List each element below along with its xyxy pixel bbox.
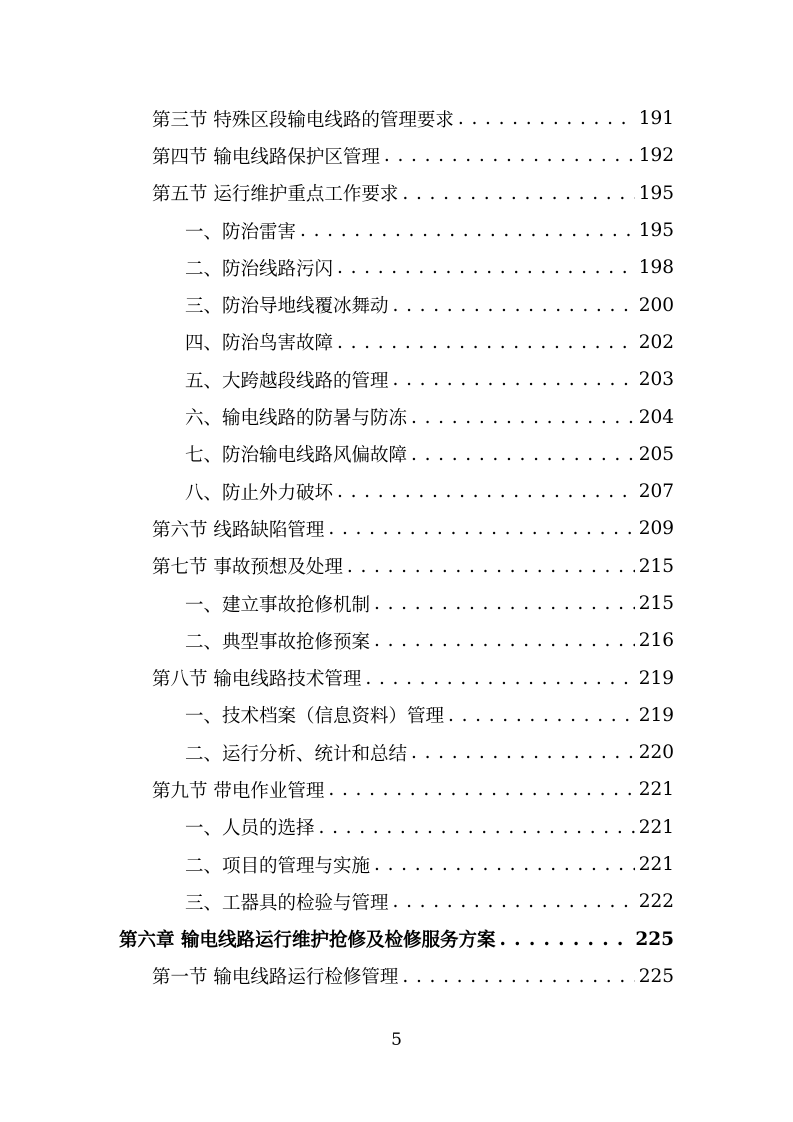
toc-entry-page: 215 (638, 555, 674, 577)
toc-entry[interactable] (0, 846, 793, 883)
toc-entry-label: 六、输电线路的防暑与防冻 (185, 408, 408, 430)
dot-leader (374, 854, 635, 875)
dot-leader (365, 668, 634, 689)
toc-entry-page: 204 (638, 406, 674, 428)
toc-entry[interactable] (0, 622, 793, 659)
toc-entry-page: 209 (638, 518, 674, 540)
toc-entry[interactable] (0, 585, 793, 622)
toc-entry-label: 第九节 带电作业管理 (152, 780, 325, 802)
dot-leader (374, 593, 635, 614)
toc-entry-page: 200 (638, 294, 674, 316)
toc-entry[interactable] (0, 734, 793, 771)
dot-leader (411, 407, 635, 428)
dot-leader (347, 556, 635, 577)
toc-entry-label: 一、建立事故抢修机制 (185, 594, 371, 616)
toc-entry-page: 192 (638, 145, 674, 167)
toc-entry[interactable] (0, 100, 793, 137)
toc-entry[interactable] (0, 286, 793, 323)
toc-entry-label: 第五节 运行维护重点工作要求 (152, 184, 399, 206)
toc-entry[interactable] (0, 175, 793, 212)
toc-entry[interactable] (0, 809, 793, 846)
toc-entry-page: 191 (638, 108, 674, 130)
toc-entry[interactable] (0, 137, 793, 174)
toc-entry-page: 203 (638, 369, 674, 391)
toc-entry-label: 四、防治鸟害故障 (185, 333, 334, 355)
dot-leader (499, 929, 631, 950)
toc-entry-label: 第六章 输电线路运行维护抢修及检修服务方案 (119, 930, 496, 952)
toc-entry-page: 215 (638, 593, 674, 614)
toc-entry[interactable] (0, 212, 793, 249)
toc-entry-page: 222 (638, 891, 674, 913)
toc-entry-label: 二、典型事故抢修预案 (185, 631, 371, 653)
toc-entry-page: 195 (638, 182, 674, 204)
toc-entry-label: 三、防治导地线覆冰舞动 (185, 296, 389, 318)
toc-entry-label: 八、防止外力破坏 (185, 482, 334, 504)
page-number: 5 (391, 1030, 402, 1050)
toc-entry-page: 220 (638, 742, 674, 764)
dot-leader (319, 817, 635, 838)
toc-entry-page: 225 (638, 965, 674, 987)
dot-leader (337, 257, 635, 278)
toc-entry-label: 第三节 特殊区段输电线路的管理要求 (152, 109, 454, 131)
toc-entry[interactable] (0, 324, 793, 361)
toc-entry-page: 195 (638, 220, 674, 242)
toc-entry[interactable] (0, 771, 793, 808)
toc-entry-page: 221 (638, 816, 674, 838)
dot-leader (328, 518, 634, 539)
toc-entry[interactable] (0, 659, 793, 696)
toc-entry-page: 221 (638, 854, 674, 876)
dot-leader (337, 481, 635, 502)
toc-entry-label: 二、防治线路污闪 (185, 258, 334, 280)
toc-entry-label: 第四节 输电线路保护区管理 (152, 146, 380, 168)
dot-leader (337, 332, 635, 353)
toc-entry-label: 一、技术档案（信息资料）管理 (185, 706, 445, 728)
toc-entry-label: 三、工器具的检验与管理 (185, 892, 389, 914)
dot-leader (411, 444, 635, 465)
toc-entry-page: 205 (638, 443, 674, 465)
dot-leader (374, 630, 635, 651)
toc-entry[interactable] (0, 958, 793, 995)
toc-entry-label: 二、运行分析、统计和总结 (185, 743, 408, 765)
toc-entry[interactable] (0, 473, 793, 510)
dot-leader (300, 220, 635, 241)
toc-entry-page: 221 (638, 779, 674, 801)
dot-leader (402, 183, 634, 204)
toc-entry[interactable] (0, 883, 793, 920)
toc-entry-label: 二、项目的管理与实施 (185, 855, 371, 877)
toc-entry-page: 202 (638, 331, 674, 353)
toc-entry[interactable] (0, 398, 793, 435)
dot-leader (393, 891, 635, 912)
toc-entry-page: 198 (638, 257, 674, 279)
toc-entry-label: 第一节 输电线路运行检修管理 (152, 967, 399, 989)
dot-leader (458, 108, 635, 129)
dot-leader (402, 966, 634, 987)
toc-entry[interactable] (0, 510, 793, 547)
toc-entry-label: 一、防治雷害 (185, 221, 297, 243)
dot-leader (411, 742, 635, 763)
toc-entry-page: 219 (638, 704, 674, 726)
toc-entry-label: 第七节 事故预想及处理 (152, 557, 343, 579)
toc-entry[interactable] (0, 361, 793, 398)
toc-entry-label: 七、防治输电线路风偏故障 (185, 445, 408, 467)
toc-entry[interactable] (0, 548, 793, 585)
toc-entry-page: 216 (638, 630, 674, 652)
dot-leader (328, 779, 634, 800)
dot-leader (384, 145, 635, 166)
toc-entry[interactable] (0, 436, 793, 473)
toc-entry-page: 207 (638, 481, 674, 503)
toc-entry-label: 第六节 线路缺陷管理 (152, 519, 325, 541)
toc-entry-page: 219 (638, 667, 674, 689)
dot-leader (393, 369, 635, 390)
toc-entry[interactable] (0, 697, 793, 734)
dot-leader (448, 705, 635, 726)
toc-entry[interactable] (0, 249, 793, 286)
dot-leader (393, 295, 635, 316)
table-of-contents (0, 100, 793, 995)
toc-entry-page: 225 (635, 928, 674, 950)
toc-entry-label: 一、人员的选择 (185, 818, 315, 840)
toc-entry-label: 五、大跨越段线路的管理 (185, 370, 389, 392)
toc-entry-label: 第八节 输电线路技术管理 (152, 669, 362, 691)
toc-entry[interactable] (0, 921, 793, 958)
